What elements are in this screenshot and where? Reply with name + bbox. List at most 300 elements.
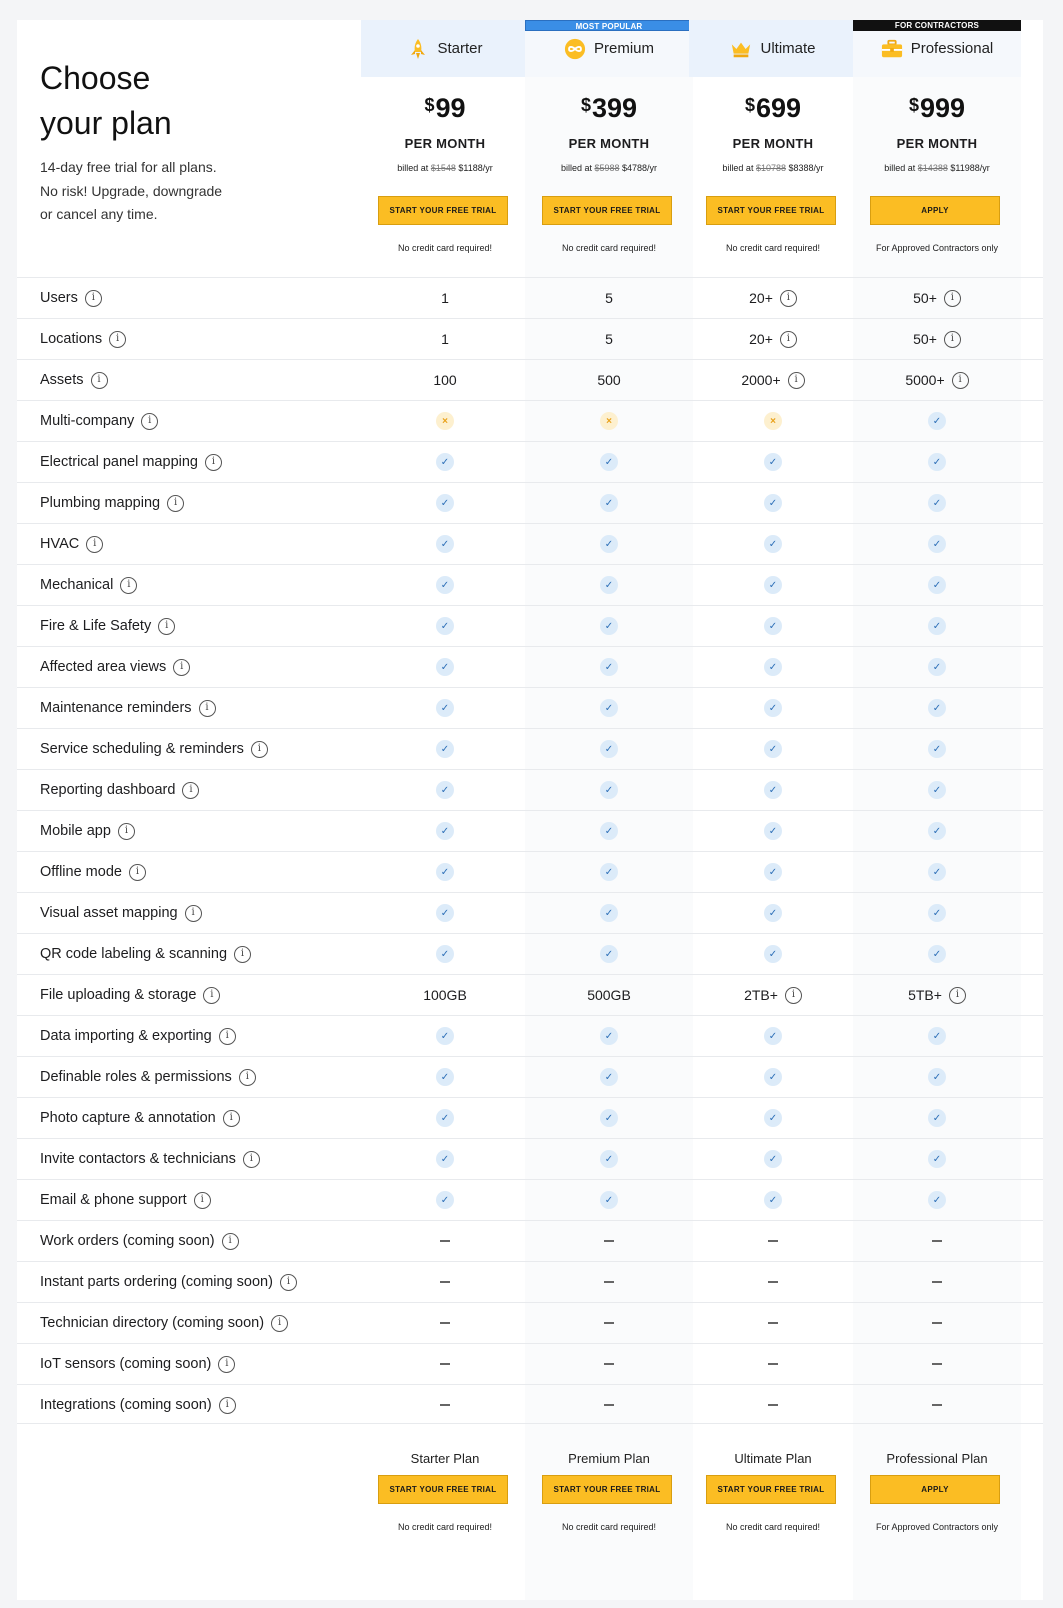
table-row bbox=[17, 318, 1043, 359]
footer-start-trial-button-ultimate[interactable]: START YOUR FREE TRIAL bbox=[706, 1475, 836, 1504]
plan-note-starter: No credit card required! bbox=[397, 243, 493, 253]
info-icon[interactable]: i bbox=[118, 823, 135, 840]
currency-symbol: $ bbox=[908, 95, 919, 115]
feature-name: Maintenance reminders bbox=[40, 700, 192, 716]
info-icon[interactable]: i bbox=[91, 372, 108, 389]
feature-cell bbox=[853, 811, 1021, 851]
feature-cell bbox=[689, 1180, 857, 1220]
dash-icon bbox=[768, 1404, 778, 1405]
info-icon[interactable]: i bbox=[949, 987, 966, 1004]
feature-name: Mechanical bbox=[40, 577, 114, 593]
table-row bbox=[17, 851, 1043, 892]
plan-billed-premium bbox=[525, 163, 693, 173]
pricing-card bbox=[17, 20, 1043, 1600]
feature-cell bbox=[361, 1303, 529, 1343]
check-icon: ✓ bbox=[764, 1150, 782, 1168]
check-icon: ✓ bbox=[764, 822, 782, 840]
feature-cell bbox=[689, 1385, 857, 1425]
feature-cell bbox=[361, 319, 529, 359]
feature-value: 5000+ bbox=[905, 372, 945, 388]
feature-label bbox=[40, 319, 126, 359]
table-row bbox=[17, 892, 1043, 933]
table-row bbox=[17, 1056, 1043, 1097]
check-icon: ✓ bbox=[436, 1150, 454, 1168]
feature-cell bbox=[853, 934, 1021, 974]
feature-cell bbox=[689, 565, 857, 605]
price-amount: 99 bbox=[435, 93, 466, 123]
feature-value: 50+ bbox=[913, 331, 937, 347]
feature-name: Assets bbox=[40, 372, 84, 388]
table-row bbox=[17, 277, 1043, 318]
feature-label bbox=[40, 1303, 288, 1343]
start-trial-button-premium[interactable]: START YOUR FREE TRIAL bbox=[542, 196, 672, 225]
info-icon[interactable]: i bbox=[780, 290, 797, 307]
plan-billed-starter bbox=[361, 163, 529, 173]
feature-name: Plumbing mapping bbox=[40, 495, 161, 511]
info-icon[interactable]: i bbox=[219, 1397, 236, 1414]
cross-icon: × bbox=[436, 412, 454, 430]
plan-period-ultimate: PER MONTH bbox=[732, 136, 814, 151]
feature-name: Email & phone support bbox=[40, 1192, 187, 1208]
check-icon: ✓ bbox=[928, 945, 946, 963]
feature-cell bbox=[525, 1139, 693, 1179]
feature-cell bbox=[525, 360, 693, 400]
dash-icon bbox=[604, 1363, 614, 1364]
feature-cell bbox=[853, 1139, 1021, 1179]
check-icon: ✓ bbox=[600, 1068, 618, 1086]
table-row bbox=[17, 1343, 1043, 1384]
billed-old-price: $10788 bbox=[755, 163, 787, 173]
check-icon: ✓ bbox=[764, 781, 782, 799]
check-icon: ✓ bbox=[600, 740, 618, 758]
feature-cell bbox=[853, 1180, 1021, 1220]
plan-note-ultimate: No credit card required! bbox=[725, 243, 821, 253]
table-row bbox=[17, 564, 1043, 605]
check-icon: ✓ bbox=[600, 494, 618, 512]
price-amount: 399 bbox=[591, 93, 638, 123]
check-icon: ✓ bbox=[928, 822, 946, 840]
check-icon: ✓ bbox=[764, 1191, 782, 1209]
check-icon: ✓ bbox=[600, 453, 618, 471]
info-icon[interactable]: i bbox=[239, 1069, 256, 1086]
check-icon: ✓ bbox=[436, 1068, 454, 1086]
feature-cell bbox=[525, 1180, 693, 1220]
feature-cell bbox=[361, 442, 529, 482]
feature-label bbox=[40, 483, 184, 523]
feature-value: 20+ bbox=[749, 331, 773, 347]
feature-value: 20+ bbox=[749, 290, 773, 306]
info-icon[interactable]: i bbox=[271, 1315, 288, 1332]
check-icon: ✓ bbox=[764, 904, 782, 922]
footer-plan-name-ultimate: Ultimate Plan bbox=[734, 1451, 812, 1466]
info-icon[interactable]: i bbox=[199, 700, 216, 717]
feature-cell bbox=[689, 1098, 857, 1138]
currency-symbol: $ bbox=[580, 95, 591, 115]
info-icon[interactable]: i bbox=[86, 536, 103, 553]
check-icon: ✓ bbox=[764, 945, 782, 963]
feature-cell bbox=[361, 606, 529, 646]
table-row bbox=[17, 482, 1043, 523]
info-icon[interactable]: i bbox=[944, 331, 961, 348]
feature-label bbox=[40, 729, 268, 769]
start-trial-button-ultimate[interactable]: START YOUR FREE TRIAL bbox=[706, 196, 836, 225]
info-icon[interactable]: i bbox=[109, 331, 126, 348]
feature-name: Fire & Life Safety bbox=[40, 618, 152, 634]
billed-prefix: billed at bbox=[884, 163, 916, 173]
check-icon: ✓ bbox=[600, 617, 618, 635]
feature-cell bbox=[853, 1303, 1021, 1343]
check-icon: ✓ bbox=[764, 1109, 782, 1127]
feature-value: 1 bbox=[441, 331, 449, 347]
feature-cell bbox=[853, 770, 1021, 810]
feature-cell bbox=[361, 811, 529, 851]
info-icon[interactable]: i bbox=[234, 946, 251, 963]
feature-cell bbox=[525, 442, 693, 482]
feature-label bbox=[40, 1139, 260, 1179]
plan-price-ultimate bbox=[689, 93, 857, 124]
info-icon[interactable]: i bbox=[182, 782, 199, 799]
check-icon: ✓ bbox=[764, 863, 782, 881]
dash-icon bbox=[932, 1281, 942, 1282]
dash-icon bbox=[440, 1281, 450, 1282]
feature-cell bbox=[689, 975, 857, 1015]
check-icon: ✓ bbox=[600, 904, 618, 922]
feature-cell bbox=[525, 729, 693, 769]
feature-cell bbox=[853, 1016, 1021, 1056]
check-icon: ✓ bbox=[436, 1109, 454, 1127]
info-icon[interactable]: i bbox=[158, 618, 175, 635]
check-icon: ✓ bbox=[928, 658, 946, 676]
plan-header-ultimate bbox=[689, 20, 857, 77]
info-icon[interactable]: i bbox=[205, 454, 222, 471]
billed-old-price: $1548 bbox=[430, 163, 456, 173]
table-row bbox=[17, 687, 1043, 728]
feature-cell bbox=[525, 1221, 693, 1261]
table-row bbox=[17, 359, 1043, 400]
feature-cell bbox=[853, 1344, 1021, 1384]
check-icon: ✓ bbox=[928, 1027, 946, 1045]
table-row bbox=[17, 1179, 1043, 1220]
feature-label bbox=[40, 1016, 236, 1056]
billed-new-price: $11988/yr bbox=[950, 163, 990, 173]
feature-cell bbox=[361, 1221, 529, 1261]
feature-label bbox=[40, 1098, 240, 1138]
feature-cell bbox=[525, 852, 693, 892]
info-icon[interactable]: i bbox=[251, 741, 268, 758]
feature-cell bbox=[689, 401, 857, 441]
billed-old-price: $5988 bbox=[594, 163, 620, 173]
info-icon[interactable]: i bbox=[785, 987, 802, 1004]
feature-cell bbox=[853, 278, 1021, 318]
table-row bbox=[17, 728, 1043, 769]
info-icon[interactable]: i bbox=[185, 905, 202, 922]
check-icon: ✓ bbox=[436, 576, 454, 594]
feature-cell bbox=[853, 729, 1021, 769]
info-icon[interactable]: i bbox=[194, 1192, 211, 1209]
billed-prefix: billed at bbox=[397, 163, 429, 173]
feature-label bbox=[40, 1344, 235, 1384]
plan-name-professional: Professional bbox=[910, 40, 994, 57]
feature-cell bbox=[361, 1016, 529, 1056]
info-icon[interactable]: i bbox=[203, 987, 220, 1004]
billed-prefix: billed at bbox=[722, 163, 754, 173]
table-row bbox=[17, 1220, 1043, 1261]
plan-period-premium: PER MONTH bbox=[568, 136, 650, 151]
feature-name: Multi-company bbox=[40, 413, 135, 429]
feature-cell bbox=[689, 442, 857, 482]
feature-label bbox=[40, 1385, 236, 1425]
feature-cell bbox=[689, 360, 857, 400]
feature-value: 50+ bbox=[913, 290, 937, 306]
feature-name: Instant parts ordering (coming soon) bbox=[40, 1274, 273, 1290]
footer-apply-button-professional[interactable]: APPLY bbox=[870, 1475, 1000, 1504]
billed-prefix: billed at bbox=[560, 163, 592, 173]
check-icon: ✓ bbox=[600, 945, 618, 963]
info-icon[interactable]: i bbox=[120, 577, 137, 594]
feature-name: QR code labeling & scanning bbox=[40, 946, 228, 962]
plan-note-professional: For Approved Contractors only bbox=[875, 243, 999, 253]
feature-label bbox=[40, 934, 251, 974]
feature-cell bbox=[361, 1180, 529, 1220]
check-icon: ✓ bbox=[928, 576, 946, 594]
feature-cell bbox=[689, 647, 857, 687]
table-row bbox=[17, 441, 1043, 482]
feature-cell bbox=[525, 1344, 693, 1384]
feature-cell bbox=[361, 1057, 529, 1097]
info-icon[interactable]: i bbox=[788, 372, 805, 389]
feature-value: 2000+ bbox=[741, 372, 781, 388]
check-icon: ✓ bbox=[600, 699, 618, 717]
title-line-2: your plan bbox=[40, 105, 172, 141]
subtitle-line-2: No risk! Upgrade, downgrade bbox=[40, 182, 223, 199]
table-row bbox=[17, 646, 1043, 687]
feature-label bbox=[40, 278, 102, 318]
feature-value: 500GB bbox=[587, 987, 631, 1003]
info-icon[interactable]: i bbox=[944, 290, 961, 307]
feature-label bbox=[40, 360, 108, 400]
feature-cell bbox=[361, 401, 529, 441]
plan-price-premium bbox=[525, 93, 693, 124]
table-row bbox=[17, 1138, 1043, 1179]
billed-new-price: $4788/yr bbox=[622, 163, 658, 173]
info-icon[interactable]: i bbox=[280, 1274, 297, 1291]
feature-value: 2TB+ bbox=[744, 987, 778, 1003]
feature-value: 100GB bbox=[423, 987, 467, 1003]
plan-header-starter bbox=[361, 20, 529, 77]
infinity-icon bbox=[564, 38, 586, 60]
check-icon: ✓ bbox=[764, 699, 782, 717]
feature-cell bbox=[853, 975, 1021, 1015]
table-row bbox=[17, 974, 1043, 1015]
feature-cell bbox=[689, 319, 857, 359]
feature-cell bbox=[689, 934, 857, 974]
dash-icon bbox=[604, 1404, 614, 1405]
check-icon: ✓ bbox=[600, 658, 618, 676]
check-icon: ✓ bbox=[928, 1150, 946, 1168]
info-icon[interactable]: i bbox=[219, 1028, 236, 1045]
feature-cell bbox=[689, 811, 857, 851]
check-icon: ✓ bbox=[928, 1109, 946, 1127]
footer-plan-note-premium: No credit card required! bbox=[561, 1522, 657, 1532]
feature-cell bbox=[525, 811, 693, 851]
check-icon: ✓ bbox=[436, 822, 454, 840]
feature-cell bbox=[361, 934, 529, 974]
plan-name-starter: Starter bbox=[437, 40, 483, 57]
feature-cell bbox=[525, 278, 693, 318]
feature-cell bbox=[361, 483, 529, 523]
footer-plan-name-starter: Starter Plan bbox=[410, 1451, 480, 1466]
feature-cell bbox=[853, 483, 1021, 523]
feature-name: Invite contactors & technicians bbox=[40, 1151, 236, 1167]
table-row bbox=[17, 523, 1043, 564]
check-icon: ✓ bbox=[600, 822, 618, 840]
check-icon: ✓ bbox=[600, 1027, 618, 1045]
plan-header-professional bbox=[853, 20, 1021, 77]
info-icon[interactable]: i bbox=[141, 413, 158, 430]
feature-cell bbox=[689, 893, 857, 933]
plan-name-premium: Premium bbox=[593, 40, 654, 57]
plan-billed-professional bbox=[853, 163, 1021, 173]
subtitle-line-1: 14-day free trial for all plans. bbox=[40, 159, 217, 175]
plan-price-professional bbox=[853, 93, 1021, 124]
check-icon: ✓ bbox=[436, 904, 454, 922]
check-icon: ✓ bbox=[436, 1191, 454, 1209]
feature-label bbox=[40, 647, 190, 687]
billed-new-price: $8388/yr bbox=[788, 163, 824, 173]
info-icon[interactable]: i bbox=[222, 1233, 239, 1250]
check-icon: ✓ bbox=[600, 863, 618, 881]
check-icon: ✓ bbox=[436, 494, 454, 512]
feature-label bbox=[40, 565, 137, 605]
table-row bbox=[17, 1261, 1043, 1302]
page-subtitle bbox=[40, 156, 300, 227]
info-icon[interactable]: i bbox=[952, 372, 969, 389]
dash-icon bbox=[440, 1240, 450, 1241]
feature-cell bbox=[853, 893, 1021, 933]
feature-name: Affected area views bbox=[40, 659, 167, 675]
feature-value: 1 bbox=[441, 290, 449, 306]
feature-name: Mobile app bbox=[40, 823, 111, 839]
page-title bbox=[40, 56, 172, 146]
subtitle-line-3: or cancel any time. bbox=[40, 206, 158, 222]
dash-icon bbox=[440, 1363, 450, 1364]
dash-icon bbox=[932, 1404, 942, 1405]
check-icon: ✓ bbox=[436, 1027, 454, 1045]
check-icon: ✓ bbox=[436, 658, 454, 676]
feature-cell bbox=[525, 1262, 693, 1302]
dash-icon bbox=[768, 1281, 778, 1282]
dash-icon bbox=[932, 1363, 942, 1364]
billed-new-price: $1188/yr bbox=[458, 163, 493, 173]
info-icon[interactable]: i bbox=[243, 1151, 260, 1168]
feature-name: Electrical panel mapping bbox=[40, 454, 198, 470]
check-icon: ✓ bbox=[928, 1068, 946, 1086]
info-icon[interactable]: i bbox=[85, 290, 102, 307]
feature-label bbox=[40, 811, 135, 851]
check-icon: ✓ bbox=[764, 453, 782, 471]
feature-cell bbox=[525, 1303, 693, 1343]
feature-cell bbox=[361, 278, 529, 318]
feature-label bbox=[40, 770, 199, 810]
table-row bbox=[17, 605, 1043, 646]
table-row bbox=[17, 810, 1043, 851]
feature-cell bbox=[525, 934, 693, 974]
footer-start-trial-button-starter[interactable]: START YOUR FREE TRIAL bbox=[378, 1475, 508, 1504]
feature-cell bbox=[689, 852, 857, 892]
title-line-1: Choose bbox=[40, 60, 151, 96]
feature-label bbox=[40, 1057, 256, 1097]
feature-name: Users bbox=[40, 290, 78, 306]
feature-name: Visual asset mapping bbox=[40, 905, 178, 921]
info-icon[interactable]: i bbox=[223, 1110, 240, 1127]
feature-cell bbox=[853, 442, 1021, 482]
feature-cell bbox=[525, 1016, 693, 1056]
rocket-icon bbox=[407, 38, 429, 60]
check-icon: ✓ bbox=[764, 658, 782, 676]
feature-cell bbox=[525, 565, 693, 605]
feature-cell bbox=[361, 688, 529, 728]
check-icon: ✓ bbox=[764, 494, 782, 512]
plan-note-premium: No credit card required! bbox=[561, 243, 657, 253]
feature-name: Offline mode bbox=[40, 864, 122, 880]
feature-cell bbox=[525, 401, 693, 441]
feature-cell bbox=[525, 1057, 693, 1097]
feature-value: 5TB+ bbox=[908, 987, 942, 1003]
feature-cell bbox=[853, 606, 1021, 646]
table-row bbox=[17, 1015, 1043, 1056]
feature-cell bbox=[361, 1385, 529, 1425]
table-bottom-divider bbox=[17, 1423, 1043, 1424]
table-row bbox=[17, 769, 1043, 810]
apply-button-professional[interactable]: APPLY bbox=[870, 196, 1000, 225]
start-trial-button-starter[interactable]: START YOUR FREE TRIAL bbox=[378, 196, 508, 225]
check-icon: ✓ bbox=[928, 1191, 946, 1209]
check-icon: ✓ bbox=[928, 699, 946, 717]
feature-cell bbox=[689, 524, 857, 564]
feature-cell bbox=[361, 524, 529, 564]
feature-cell bbox=[689, 1221, 857, 1261]
feature-label bbox=[40, 1180, 211, 1220]
info-icon[interactable]: i bbox=[129, 864, 146, 881]
info-icon[interactable]: i bbox=[173, 659, 190, 676]
feature-label bbox=[40, 401, 158, 441]
check-icon: ✓ bbox=[928, 494, 946, 512]
dash-icon bbox=[932, 1322, 942, 1323]
plan-name-ultimate: Ultimate bbox=[760, 40, 816, 57]
feature-cell bbox=[525, 483, 693, 523]
feature-label bbox=[40, 442, 222, 482]
footer-plan-note-starter: No credit card required! bbox=[397, 1522, 493, 1532]
currency-symbol: $ bbox=[744, 95, 755, 115]
feature-cell bbox=[853, 1057, 1021, 1097]
info-icon[interactable]: i bbox=[780, 331, 797, 348]
feature-cell bbox=[689, 1016, 857, 1056]
footer-start-trial-button-premium[interactable]: START YOUR FREE TRIAL bbox=[542, 1475, 672, 1504]
feature-cell bbox=[853, 647, 1021, 687]
feature-name: Data importing & exporting bbox=[40, 1028, 212, 1044]
check-icon: ✓ bbox=[600, 781, 618, 799]
feature-name: Definable roles & permissions bbox=[40, 1069, 232, 1085]
currency-symbol: $ bbox=[424, 95, 435, 115]
feature-cell bbox=[853, 565, 1021, 605]
feature-cell bbox=[689, 606, 857, 646]
feature-cell bbox=[361, 565, 529, 605]
info-icon[interactable]: i bbox=[167, 495, 184, 512]
check-icon: ✓ bbox=[764, 617, 782, 635]
feature-cell bbox=[689, 483, 857, 523]
check-icon: ✓ bbox=[928, 781, 946, 799]
info-icon[interactable]: i bbox=[218, 1356, 235, 1373]
